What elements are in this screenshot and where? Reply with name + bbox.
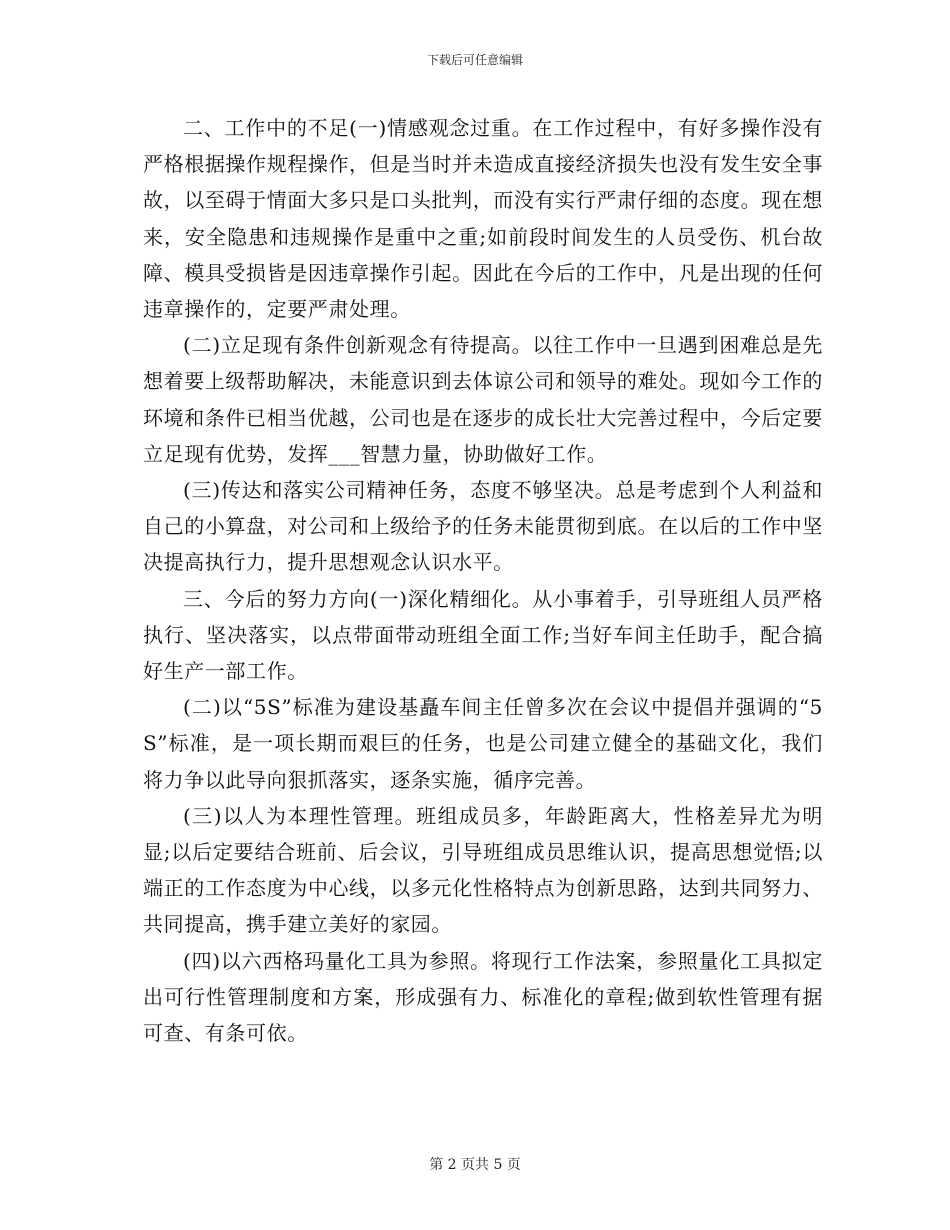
paragraph-4: 三、今后的努力方向(一)深化精细化。从小事着手，引导班组人员严格执行、坚决落实，以点带面带动班组全面工作;当好车间主任助手，配合搞好生产一部工作。 <box>143 586 823 684</box>
page-header: 下载后可任意编辑 <box>426 53 523 67</box>
paragraph-1: 二、工作中的不足(一)情感观念过重。在工作过程中，有好多操作没有严格根据操作规程操作，但是当时并未造成直接经济损失也没有发生安全事故，以至碍于情面大多只是口头批判，而没有实行严肃仔细的态度。现在想来，安全隐患和违规操作是重中之重;如前段时间发生的人员受伤、机台故障、模具受损皆是因违章操作引起。因此在今后的工作中，凡是出现的任何违章操作的，定要严肃处理。 <box>143 116 823 322</box>
document-body <box>143 110 823 1051</box>
paragraph-3: (三)传达和落实公司精神任务，态度不够坚决。总是考虑到个人利益和自己的小算盘，对公司和上级给予的任务未能贯彻到底。在以后的工作中坚决提高执行力，提升思想观念认识水平。 <box>143 478 823 575</box>
page-number: 第 2 页共 5 页 <box>429 1157 521 1173</box>
paragraph-6: (三)以人为本理性管理。班组成员多，年龄距离大，性格差异尤为明显;以后定要结合班前、后会议，引导班组成员思维认识，提高思想觉悟;以端正的工作态度为中心线，以多元化性格特点为创新思路，达到共同努力、共同提高，携手建立美好的家园。 <box>143 803 823 937</box>
paragraph-7: (四)以六西格玛量化工具为参照。将现行工作法案，参照量化工具拟定出可行性管理制度和方案，形成强有力、标准化的章程;做到软性管理有据可查、有条可依。 <box>143 948 823 1046</box>
paragraph-2: (二)立足现有条件创新观念有待提高。以往工作中一旦遇到困难总是先想着要上级帮助解决，未能意识到去体谅公司和领导的难处。现如今工作的环境和条件已相当优越，公司也是在逐步的成长壮大完善过程中，今后定要立足现有优势，发挥___智慧力量，协助做好工作。 <box>143 333 823 466</box>
paragraph-5: (二)以“5S”标准为建设基矗车间主任曾多次在会议中提倡并强调的“5S”标准，是一项长期而艰巨的任务，也是公司建立健全的基础文化，我们将力争以此导向狠抓落实，逐条实施，循序完善。 <box>143 695 823 792</box>
